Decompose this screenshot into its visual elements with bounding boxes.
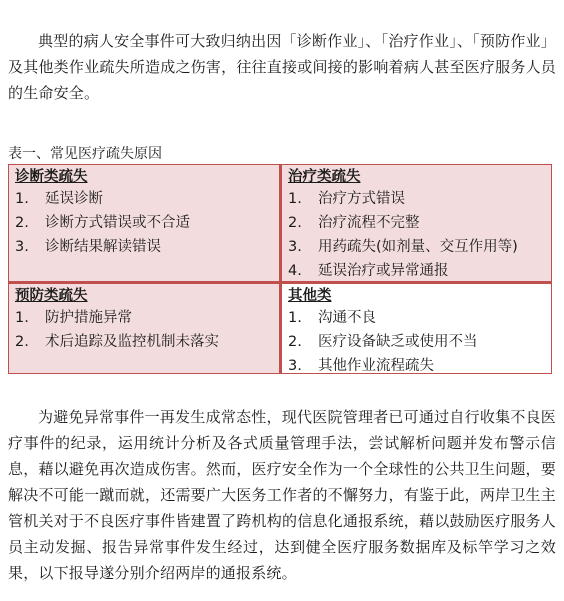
table-caption: 表一、常见医疗疏失原因 (8, 146, 162, 162)
list-item (288, 354, 545, 378)
item-number: 1. (288, 310, 302, 326)
item-text: 其他作业流程疏失 (318, 358, 434, 374)
list-item (15, 306, 273, 330)
list-item (288, 235, 545, 259)
item-number: 2. (288, 334, 302, 350)
item-number: 2. (15, 334, 29, 350)
treatment-title: 治疗类疏失 (288, 169, 361, 185)
item-text: 术后追踪及监控机制未落实 (45, 334, 219, 350)
item-text: 治疗流程不完整 (318, 215, 420, 231)
prevention-cell (8, 282, 280, 374)
list-item (288, 330, 545, 354)
list-item (15, 235, 273, 259)
other-list (288, 306, 545, 378)
item-number: 3. (288, 239, 302, 255)
treatment-cell (280, 164, 552, 282)
item-text: 医疗设备缺乏或使用不当 (318, 334, 478, 350)
item-text: 延误诊断 (45, 191, 103, 207)
item-text: 诊断结果解读错误 (45, 239, 161, 255)
item-number: 3. (15, 239, 29, 255)
item-number: 1. (15, 310, 29, 326)
item-number: 1. (288, 191, 302, 207)
prevention-title: 预防类疏失 (15, 288, 88, 304)
list-item (15, 211, 273, 235)
item-number: 2. (15, 215, 29, 231)
diagnosis-cell (8, 164, 280, 282)
list-item (15, 187, 273, 211)
list-item (288, 259, 545, 283)
item-text: 治疗方式错误 (318, 191, 405, 207)
list-item (288, 187, 545, 211)
other-title: 其他类 (288, 288, 332, 304)
treatment-list (288, 187, 545, 283)
prevention-list (15, 306, 273, 354)
list-item (288, 211, 545, 235)
item-text: 用药疏失(如剂量、交互作用等) (318, 239, 518, 255)
diagnosis-title: 诊断类疏失 (15, 169, 88, 185)
list-item (15, 330, 273, 354)
item-number: 2. (288, 215, 302, 231)
item-text: 防护措施异常 (45, 310, 132, 326)
intro-paragraph: 典型的病人安全事件可大致归纳出因「诊断作业」、「治疗作业」、「预防作业」及其他类作业疏失所造成之伤害，往往直接或间接的影响着病人甚至医疗服务人员的生命安全。 (8, 32, 556, 102)
diagnosis-list (15, 187, 273, 259)
item-number: 3. (288, 358, 302, 374)
closing-paragraph: 为避免异常事件一再发生成常态性，现代医院管理者已可通过自行收集不良医疗事件的纪录，运用统计分析及各式质量管理手法，尝试解析问题并发布警示信息，藉以避免再次造成伤害。然而，医疗安全作为一个全球性的公共卫生问题，要解决不可能一蹴而就，还需要广大医务工作者的不懈努力，有鉴于此，两岸卫生主管机关对于不良医疗事件皆建置了跨机构的信息化通报系统，藉以鼓励医疗服务人员主动发掘、报告异常事件发生经过，达到健全医疗服务数据库及标竿学习之效果，以下报导遂分别介绍两岸的通报系统。 (8, 408, 556, 582)
item-text: 沟通不良 (318, 310, 376, 326)
list-item (288, 306, 545, 330)
item-text: 延误治疗或异常通报 (318, 263, 449, 279)
item-text: 诊断方式错误或不合适 (45, 215, 190, 231)
error-causes-table (8, 164, 552, 374)
item-number: 4. (288, 263, 302, 279)
other-cell (280, 282, 552, 374)
item-number: 1. (15, 191, 29, 207)
